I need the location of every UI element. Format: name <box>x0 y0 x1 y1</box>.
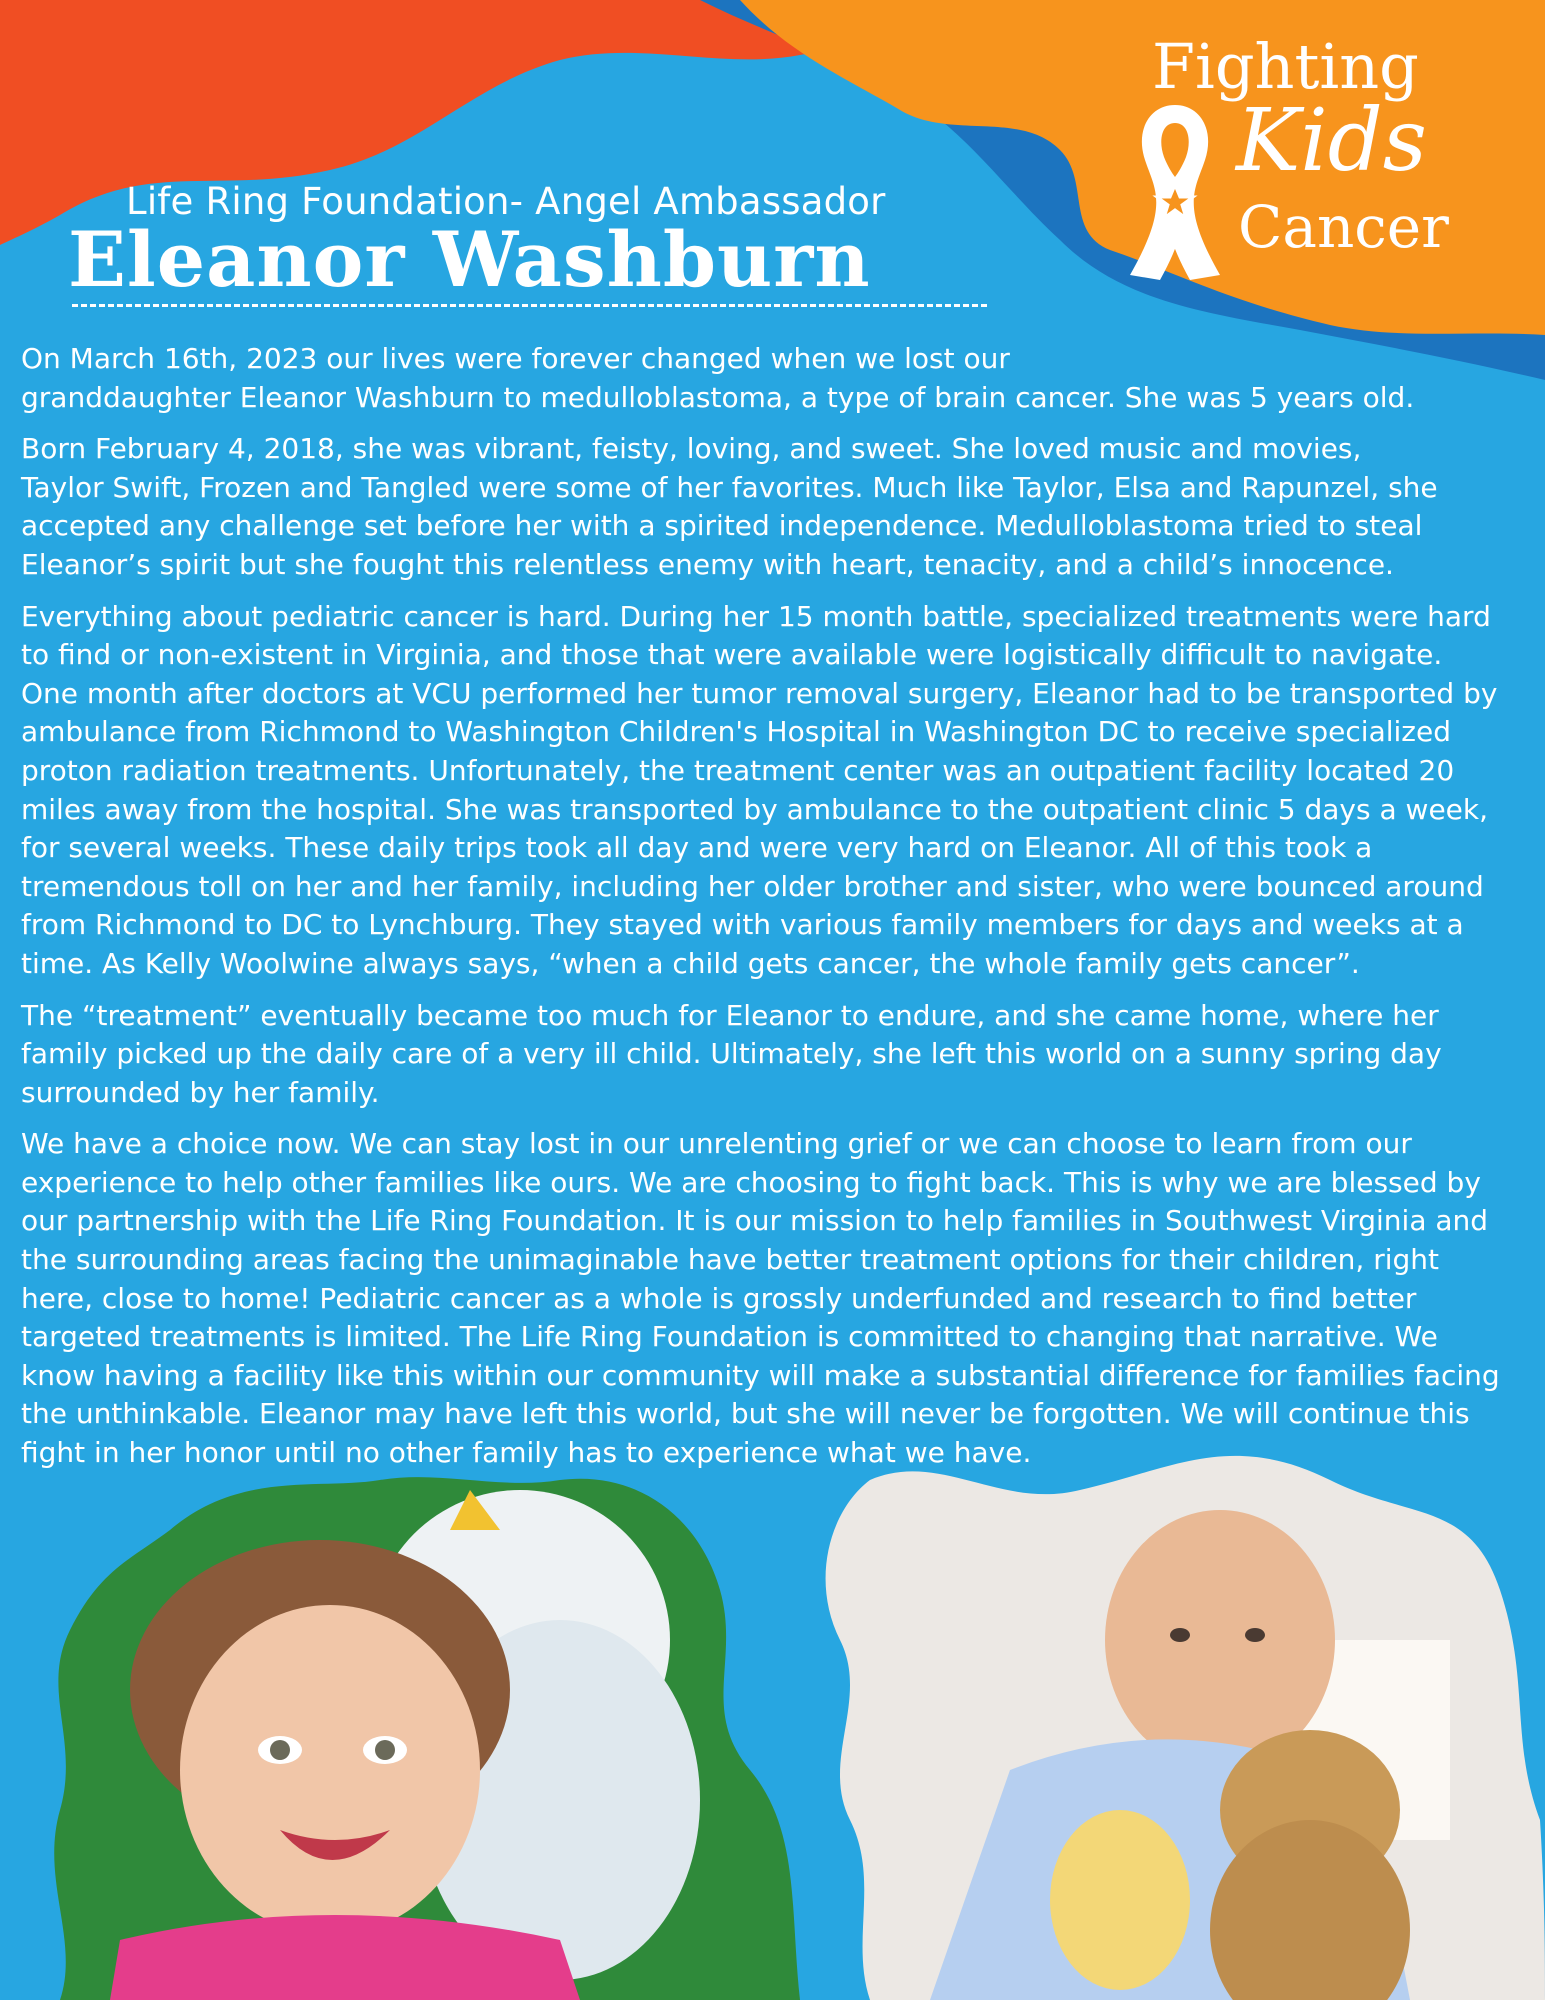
paragraph-4: The “treatment” eventually became too much for Eleanor to endure, and she came home, where her family picked up the daily care of a very ill child. Ultimately, she left this world on a sunny spring day surrounded by her family. <box>21 998 1442 1109</box>
fighting-kids-cancer-logo <box>1100 25 1510 275</box>
page-title: Eleanor Washburn <box>68 215 871 304</box>
logo-line-1: Fighting <box>1152 30 1419 103</box>
photo-eleanor-with-teddy <box>810 1440 1545 2000</box>
paragraph-5: We have a choice now. We can stay lost in our unrelenting grief or we can choose to learn from our experience to help other families like ours. We are choosing to fight back. This is why we are blessed by our partnership with the Life Ring Foundation. It is our mission to help families in Southwest Virginia and the surrounding areas facing the unimaginable have better treatment options for their children, right here, close to home! Pediatric cancer as a whole is grossly underfunded and research to find better targeted treatments is limited. The Life Ring Foundation is committed to changing that narrative. We know having a facility like this within our community will make a substantial difference for families facing the unthinkable. Eleanor may have left this world, but she will never be forgotten. We will continue this fight in her honor until no other family has to experience what we have. <box>21 1127 1500 1470</box>
story-body <box>21 340 1536 1486</box>
ribbon-icon <box>1100 95 1250 285</box>
paragraph-1: On March 16th, 2023 our lives were forever changed when we lost our granddaughter Eleanor Washburn to medulloblastoma, a type of brain cancer. She was 5 years old. <box>21 342 1415 414</box>
photo-eleanor-smiling <box>0 1470 820 2000</box>
paragraph-2: Born February 4, 2018, she was vibrant, feisty, loving, and sweet. She loved music and movies, Taylor Swift, Frozen and Tangled were some of her favorites. Much like Taylor, Elsa and Rapunzel, she accepted any challenge set before her with a spirited independence. Medulloblastoma tried to steal Eleanor’s spirit but she fought this relentless enemy with heart, tenacity, and a child’s innocence. <box>21 432 1438 581</box>
subtitle: Life Ring Foundation- Angel Ambassador <box>126 180 886 223</box>
paragraph-3: Everything about pediatric cancer is hard. During her 15 month battle, specialized treatments were hard to find or non-existent in Virginia, and those that were available were logistically difficult to navigate. One month after doctors at VCU performed her tumor removal surgery, Eleanor had to be transported by ambulance from Richmond to Washington Children's Hospital in Washington DC to receive specialized proton radiation treatments. Unfortunately, the treatment center was an outpatient facility located 20 miles away from the hospital. She was transported by ambulance to the outpatient clinic 5 days a week, for several weeks. These daily trips took all day and were very hard on Eleanor. All of this took a tremendous toll on her and her family, including her older brother and sister, who were bounced around from Richmond to DC to Lynchburg. They stayed with various family members for days and weeks at a time. As Kelly Woolwine always says, “when a child gets cancer, the whole family gets cancer”. <box>21 599 1498 980</box>
title-divider <box>72 304 987 307</box>
logo-line-2: Kids <box>1236 91 1427 191</box>
logo-line-3: Cancer <box>1238 193 1449 261</box>
